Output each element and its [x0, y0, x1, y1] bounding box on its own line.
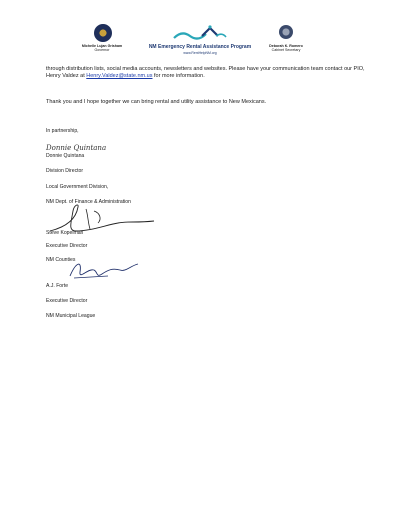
paragraph-contact	[46, 66, 366, 81]
governor-name: Michelle Lujan Grisham	[81, 44, 123, 48]
secretary-caption	[256, 44, 316, 52]
signature-quintana: Donnie Quintana	[46, 144, 107, 152]
pio-email-link[interactable]: Henry.Valdez@state.nm.us	[86, 73, 153, 80]
paragraph-thanks: Thank you and I hope together we can bring rental and utility assistance to New Mexicans.	[46, 99, 267, 105]
contact-text-end: for more information.	[152, 73, 205, 80]
contact-text: through distribution lists, social media accounts, newsletters and websites. Please have your communication team contact our PIO, Henry Valdez at	[46, 66, 365, 80]
signer-org-dfa: NM Dept. of Finance & Administration	[46, 199, 131, 205]
signer-name-kopelman: Steve Kopelman	[46, 230, 84, 236]
governor-seal-icon	[94, 24, 112, 42]
signature-forte-icon	[68, 258, 140, 284]
signer-org-lgd: Local Government Division,	[46, 184, 109, 190]
letterhead	[0, 22, 400, 64]
signer-title-kopelman: Executive Director	[46, 243, 88, 249]
signer-name-forte: A.J. Forte	[46, 283, 69, 289]
program-title: NM Emergency Rental Assistance Program	[148, 44, 252, 50]
dfa-seal-icon	[279, 25, 293, 39]
secretary-title: Cabinet Secretary	[271, 48, 301, 53]
program-url: www.RentHelpNM.org	[183, 51, 217, 55]
secretary-name: Deborah K. Romero	[269, 44, 303, 48]
signer-title-quintana: Division Director	[46, 168, 84, 174]
closing: In partnership,	[46, 128, 79, 134]
signer-org-nmc: NM Counties	[46, 257, 76, 263]
governor-title: Governor	[94, 48, 110, 53]
erap-logo-icon	[172, 24, 228, 44]
signer-title-forte: Executive Director	[46, 298, 88, 304]
governor-caption	[72, 44, 132, 52]
signer-name-quintana: Donnie Quintana	[46, 153, 85, 159]
signer-org-nmml: NM Municipal League	[46, 313, 96, 319]
